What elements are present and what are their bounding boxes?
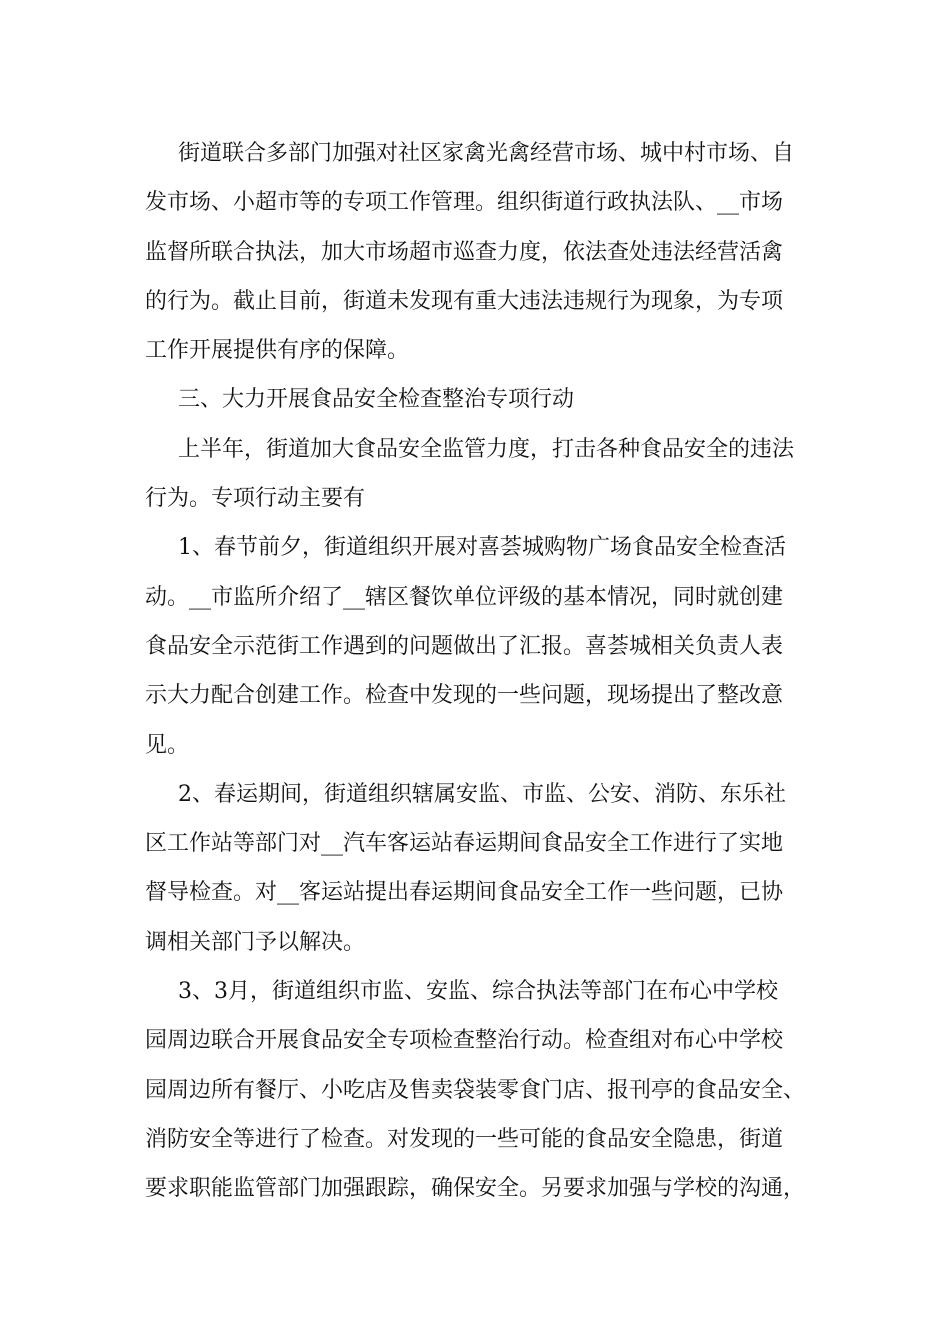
list-item-line: 示大力配合创建工作。检查中发现的一些问题，现场提出了整改意 <box>145 683 784 709</box>
list-item-line: 1、春节前夕，街道组织开展对喜荟城购物广场食品安全检查活 <box>178 535 786 561</box>
list-item-line: 区工作站等部门对__汽车客运站春运期间食品安全工作进行了实地 <box>145 831 784 857</box>
list-item-line: 动。__市监所介绍了__辖区餐饮单位评级的基本情况，同时就创建 <box>145 584 784 610</box>
paragraph-line: 监督所联合执法，加大市场超市巡查力度，依法查处违法经营活禽 <box>145 239 784 265</box>
list-item-line: 见。 <box>145 732 190 758</box>
list-item-line: 食品安全示范街工作遇到的问题做出了汇报。喜荟城相关负责人表 <box>145 633 784 659</box>
paragraph-line: 街道联合多部门加强对社区家禽光禽经营市场、城中村市场、自 <box>178 141 795 166</box>
paragraph-line: 工作开展提供有序的保障。 <box>145 338 410 364</box>
section-heading: 三、大力开展食品安全检查整治专项行动 <box>178 387 575 413</box>
list-item-line: 园周边联合开展食品安全专项检查整治行动。检查组对布心中学校 <box>145 1028 784 1054</box>
paragraph-line: 行为。专项行动主要有 <box>145 486 366 512</box>
document-body <box>145 129 825 1214</box>
paragraph-line: 发市场、小超市等的专项工作管理。组织街道行政执法队、__市场 <box>145 190 784 216</box>
list-item-line: 2、春运期间，街道组织辖属安监、市监、公安、消防、东乐社 <box>178 781 786 807</box>
list-item-line: 要求职能监管部门加强跟踪，确保安全。另要求加强与学校的沟通， <box>145 1176 806 1202</box>
list-item-line: 调相关部门予以解决。 <box>145 929 366 955</box>
list-item-line: 消防安全等进行了检查。对发现的一些可能的食品安全隐患，街道 <box>145 1126 784 1152</box>
paragraph-line: 上半年，街道加大食品安全监管力度，打击各种食品安全的违法 <box>178 436 795 462</box>
list-item-line: 3、3月，街道组织市监、安监、综合执法等部门在布心中学校 <box>178 979 778 1005</box>
paragraph-line: 的行为。截止目前，街道未发现有重大违法违规行为现象，为专项 <box>145 288 784 314</box>
list-item-line: 园周边所有餐厅、小吃店及售卖袋装零食门店、报刊亭的食品安全、 <box>145 1077 806 1103</box>
list-item-line: 督导检查。对__客运站提出春运期间食品安全工作一些问题，已协 <box>145 880 784 906</box>
